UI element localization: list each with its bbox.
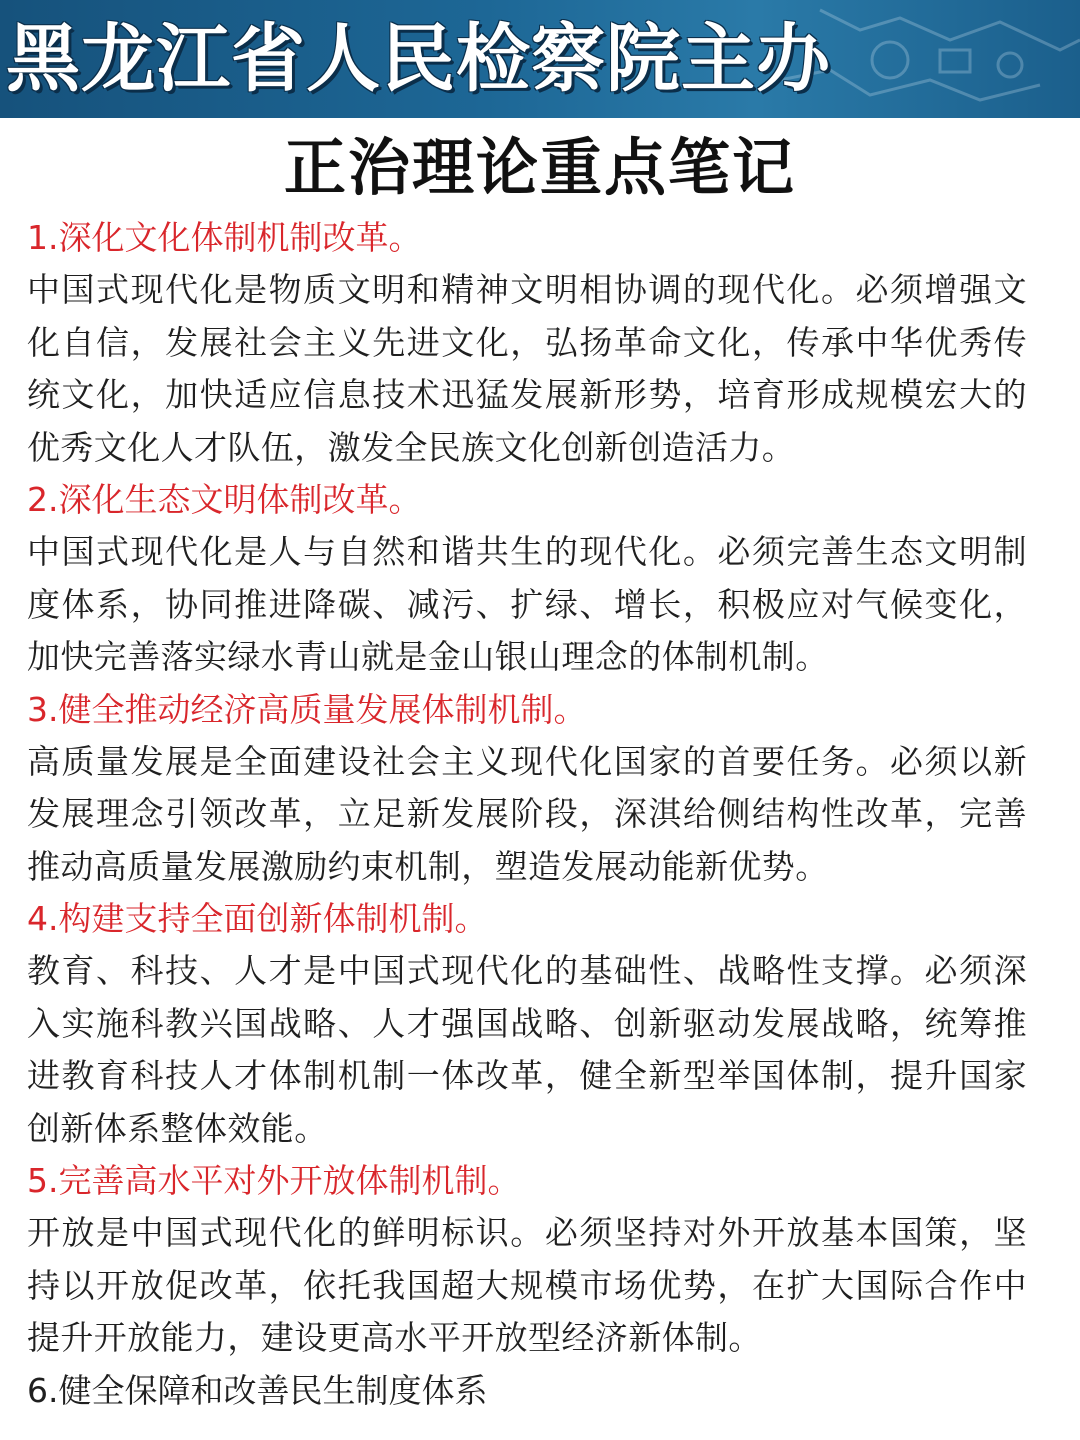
section-heading: 2.深化生态文明体制改革。: [27, 480, 422, 519]
section-body: 教育、科技、人才是中国式现代化的基础性、战略性支撑。必须深入实施科教兴国战略、人才强国战略、创新驱动发展战略，统筹推进教育科技人才体制机制一体改革，健全新型举国体制，提升国家创新体系整体效能。: [27, 951, 1027, 1148]
section-1: [27, 212, 1027, 474]
section-body: 中国式现代化是物质文明和精神文明相协调的现代化。必须增强文化自信，发展社会主义先进文化，弘扬革命文化，传承中华优秀传统文化，加快适应信息技术迅猛发展新形势，培育形成规模宏大的优秀文化人才队伍，激发全民族文化创新创造活力。: [27, 270, 1027, 467]
section-heading: 5.完善高水平对外开放体制机制。: [27, 1161, 521, 1200]
section-3: [27, 684, 1027, 894]
section-heading: 3.健全推动经济高质量发展体制机制。: [27, 689, 587, 729]
section-heading: 6.健全保障和改善民生制度体系: [27, 1370, 488, 1410]
notes-content: [27, 212, 1027, 1417]
section-heading: 1.深化文化体制机制改革。: [27, 218, 422, 257]
page-title: 正治理论重点笔记: [283, 131, 796, 204]
banner-title: 黑龙江省人民检察院主办: [6, 16, 831, 102]
section-body: 中国式现代化是人与自然和谐共生的现代化。必须完善生态文明制度体系，协同推进降碳、减污、扩绿、增长，积极应对气候变化，加快完善落实绿水青山就是金山银山理念的体制机制。: [27, 532, 1027, 676]
section-4: [27, 893, 1027, 1155]
section-heading: 4.构建支持全面创新体制机制。: [27, 899, 488, 938]
section-body: 高质量发展是全面建设社会主义现代化国家的首要任务。必须以新发展理念引领改革，立足新发展阶段，深淇给侧结构性改革，完善推动高质量发展激励约束机制，塑造发展动能新优势。: [27, 741, 1027, 886]
section-5: [27, 1155, 1027, 1365]
header-banner: [0, 0, 1080, 118]
section-body: 开放是中国式现代化的鲜明标识。必须坚持对外开放基本国策，坚持以开放促改革，依托我国超大规模市场优势，在扩大国际合作中提升开放能力，建设更高水平开放型经济新体制。: [27, 1213, 1027, 1357]
section-6: [27, 1365, 1027, 1417]
section-2: [27, 474, 1027, 684]
